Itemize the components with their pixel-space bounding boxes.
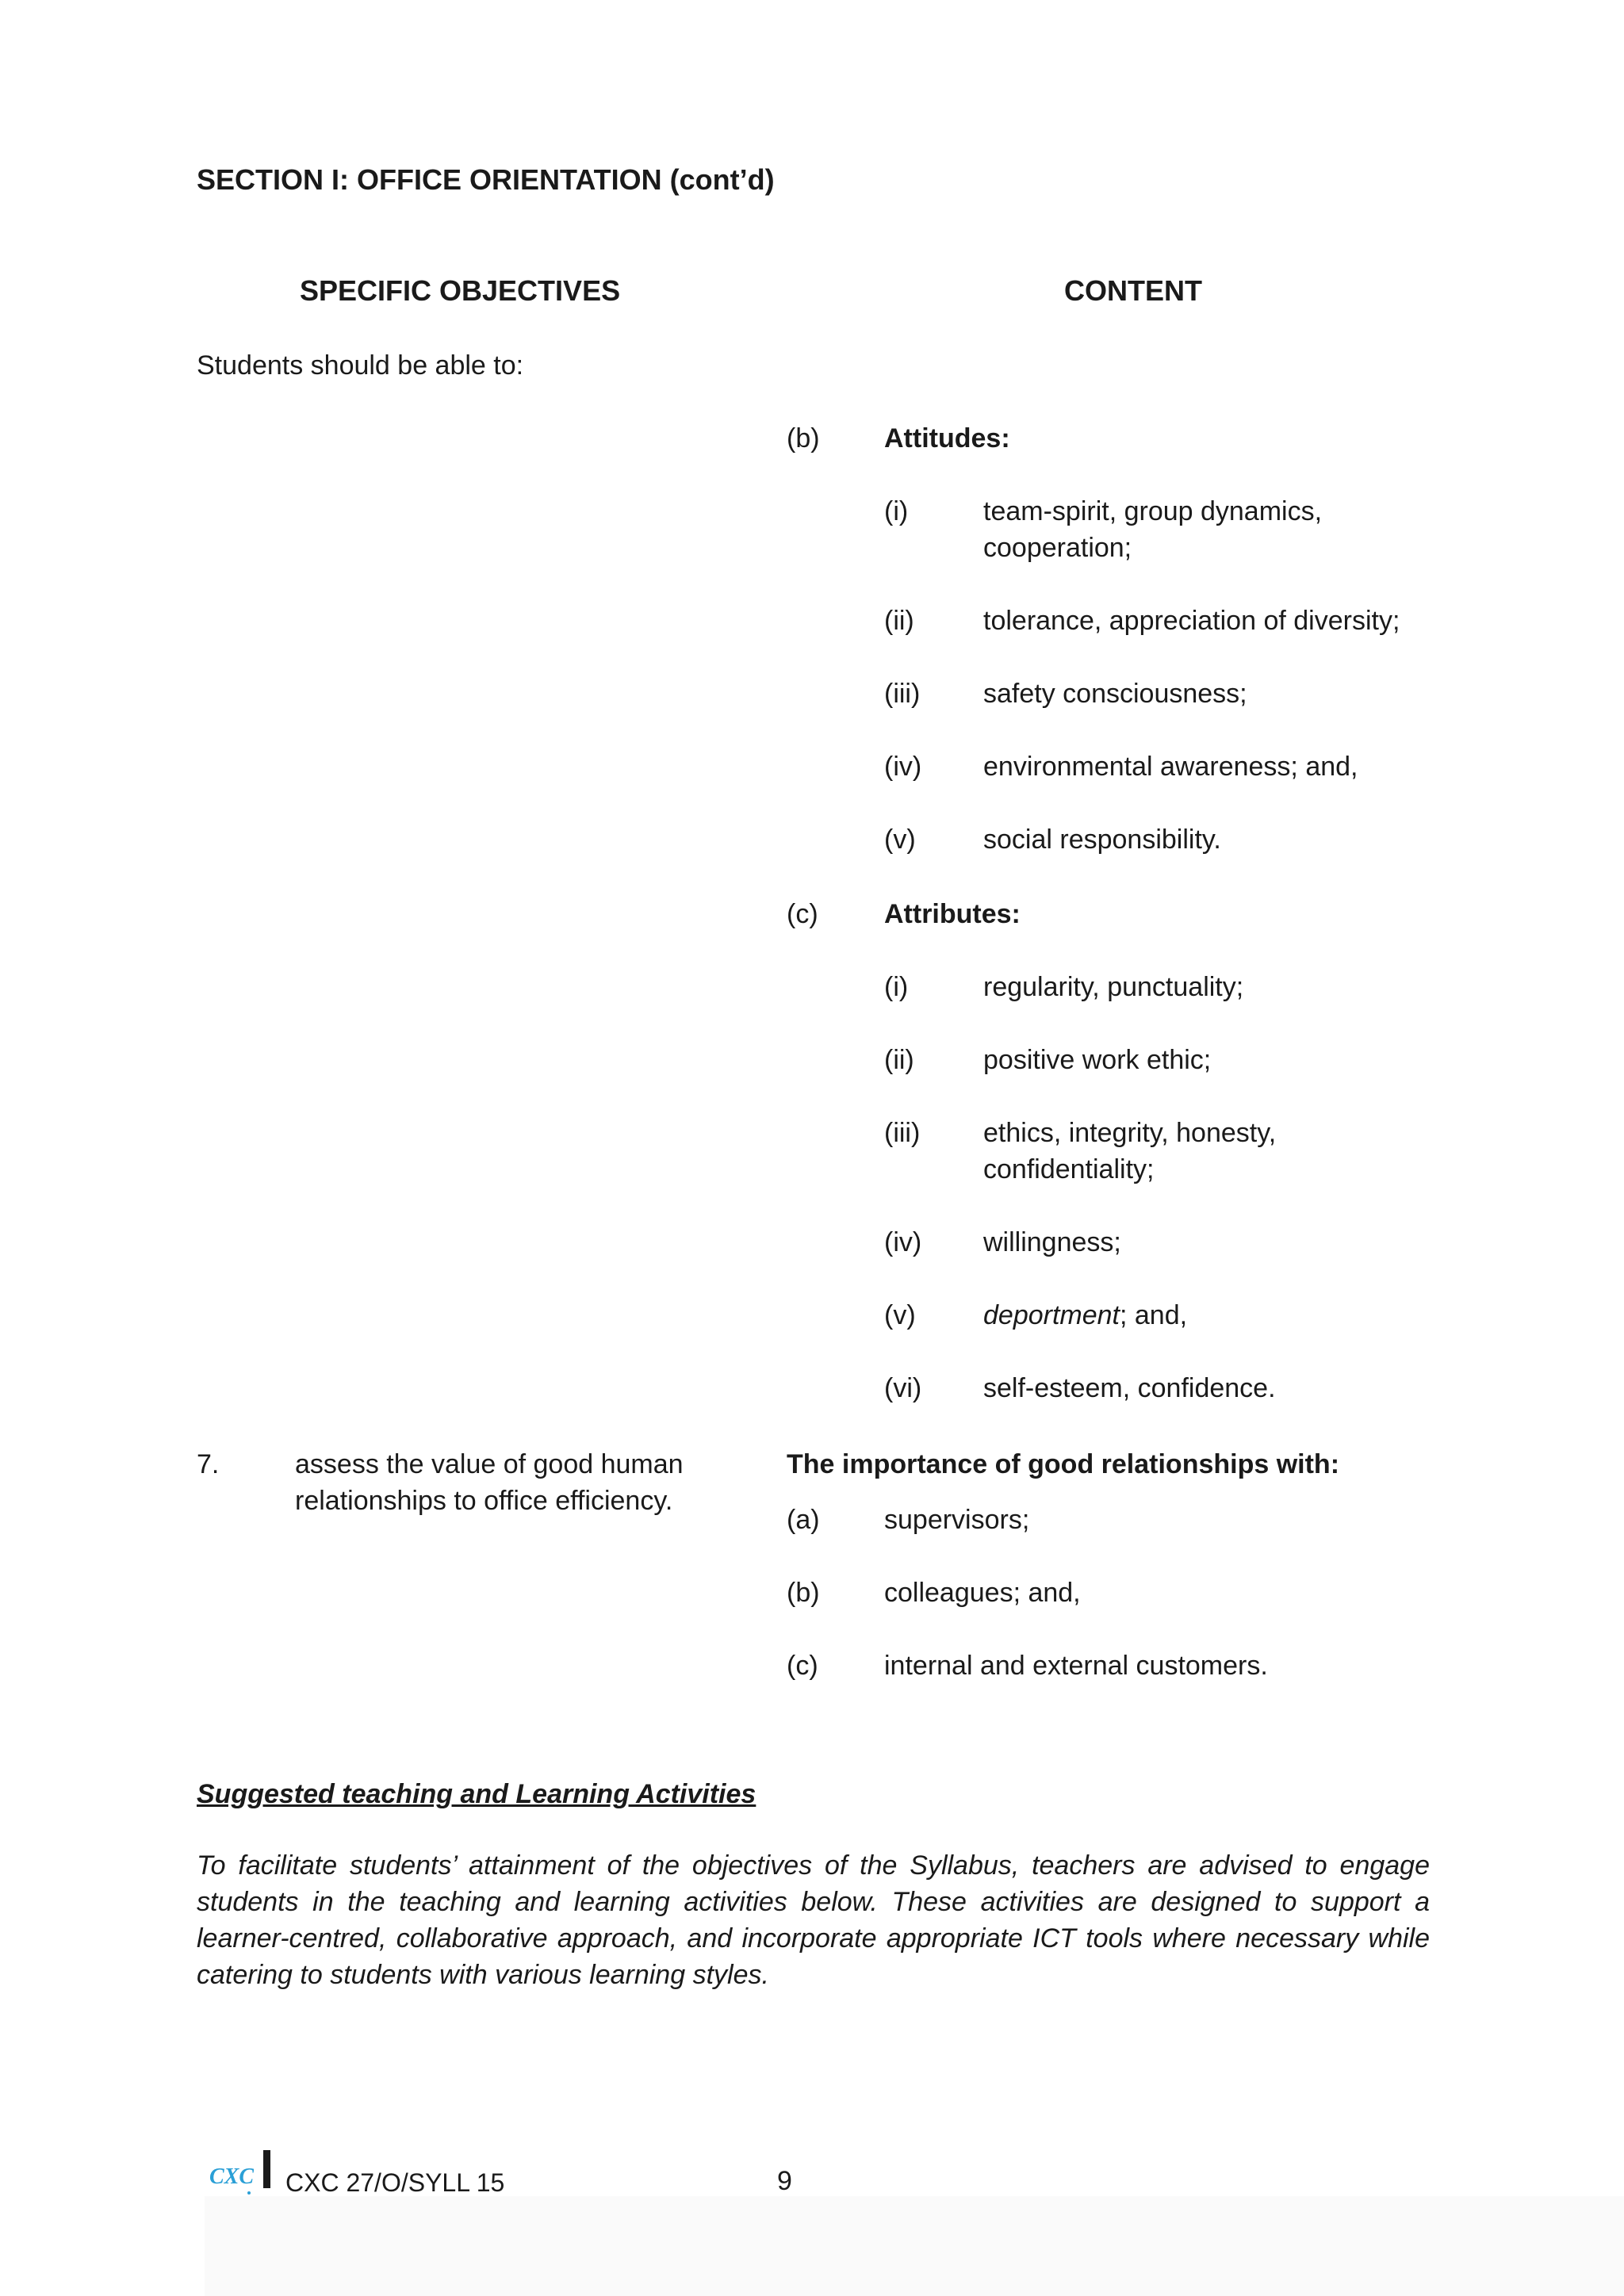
- attitudes-item-num: (iii): [884, 679, 921, 709]
- deportment-suffix: ; and,: [1120, 1300, 1188, 1330]
- page-number: 9: [777, 2166, 792, 2196]
- attitudes-title: Attitudes:: [884, 423, 1010, 453]
- attributes-item-num: (i): [884, 972, 909, 1002]
- attributes-item-num: (iv): [884, 1227, 922, 1257]
- attributes-item-text: self-esteem, confidence.: [983, 1373, 1276, 1403]
- attributes-item-num: (v): [884, 1300, 916, 1330]
- attributes-item-text: [983, 1297, 1187, 1334]
- section-title: SECTION I: OFFICE ORIENTATION (cont’d): [197, 163, 775, 196]
- syllabus-code: CXC 27/O/SYLL 15: [285, 2168, 505, 2197]
- attitudes-item-num: (v): [884, 825, 916, 855]
- attributes-item-text: confidentiality;: [983, 1154, 1155, 1184]
- attitudes-item-num: (iv): [884, 752, 922, 782]
- attributes-marker: (c): [787, 899, 818, 929]
- attributes-title: Attributes:: [884, 899, 1021, 929]
- cxc-logo-icon: [208, 2160, 254, 2199]
- attitudes-item-text: cooperation;: [983, 533, 1132, 563]
- footer-divider: [263, 2150, 270, 2188]
- relationship-item-num: (c): [787, 1651, 818, 1681]
- footer-band: [205, 2196, 1624, 2296]
- attitudes-item-num: (ii): [884, 606, 914, 636]
- deportment-word: deportment: [983, 1300, 1120, 1330]
- attitudes-marker: (b): [787, 423, 820, 453]
- relationship-item-num: (b): [787, 1578, 820, 1608]
- objective-text: relationships to office efficiency.: [295, 1486, 673, 1516]
- intro-text: Students should be able to:: [197, 350, 524, 381]
- relationship-item-text: internal and external customers.: [884, 1651, 1268, 1681]
- attitudes-item-text: social responsibility.: [983, 825, 1221, 855]
- attributes-item-text: regularity, punctuality;: [983, 972, 1244, 1002]
- attributes-item-text: ethics, integrity, honesty,: [983, 1118, 1277, 1148]
- attitudes-item-text: tolerance, appreciation of diversity;: [983, 606, 1400, 636]
- attributes-item-text: positive work ethic;: [983, 1045, 1212, 1075]
- objective-number: 7.: [197, 1449, 220, 1479]
- attributes-item-num: (iii): [884, 1118, 921, 1148]
- content-header: CONTENT: [1064, 274, 1202, 307]
- relationships-title: The importance of good relationships with:: [787, 1449, 1340, 1479]
- attitudes-item-text: environmental awareness; and,: [983, 752, 1358, 782]
- attributes-item-text: willingness;: [983, 1227, 1121, 1257]
- activities-heading: Suggested teaching and Learning Activities: [197, 1779, 756, 1809]
- activities-paragraph: To facilitate students’ attainment of the objectives of the Syllabus, teachers are advised to engage students in the teaching and learning activities below. These activities are designed to support a learner-centred, collaborative approach, and incorporate appropriate ICT tools where necessary while catering to students with various learning styles.: [197, 1850, 1430, 1990]
- attitudes-item-text: team-spirit, group dynamics,: [983, 496, 1323, 526]
- relationship-item-num: (a): [787, 1505, 820, 1535]
- specific-objectives-header: SPECIFIC OBJECTIVES: [300, 274, 621, 307]
- attributes-item-num: (vi): [884, 1373, 922, 1403]
- attributes-item-num: (ii): [884, 1045, 914, 1075]
- objective-text: assess the value of good human: [295, 1449, 684, 1479]
- attitudes-item-num: (i): [884, 496, 909, 526]
- relationship-item-text: supervisors;: [884, 1505, 1030, 1535]
- attitudes-item-text: safety consciousness;: [983, 679, 1247, 709]
- logo-text: CXC: [209, 2164, 254, 2189]
- relationship-item-text: colleagues; and,: [884, 1578, 1081, 1608]
